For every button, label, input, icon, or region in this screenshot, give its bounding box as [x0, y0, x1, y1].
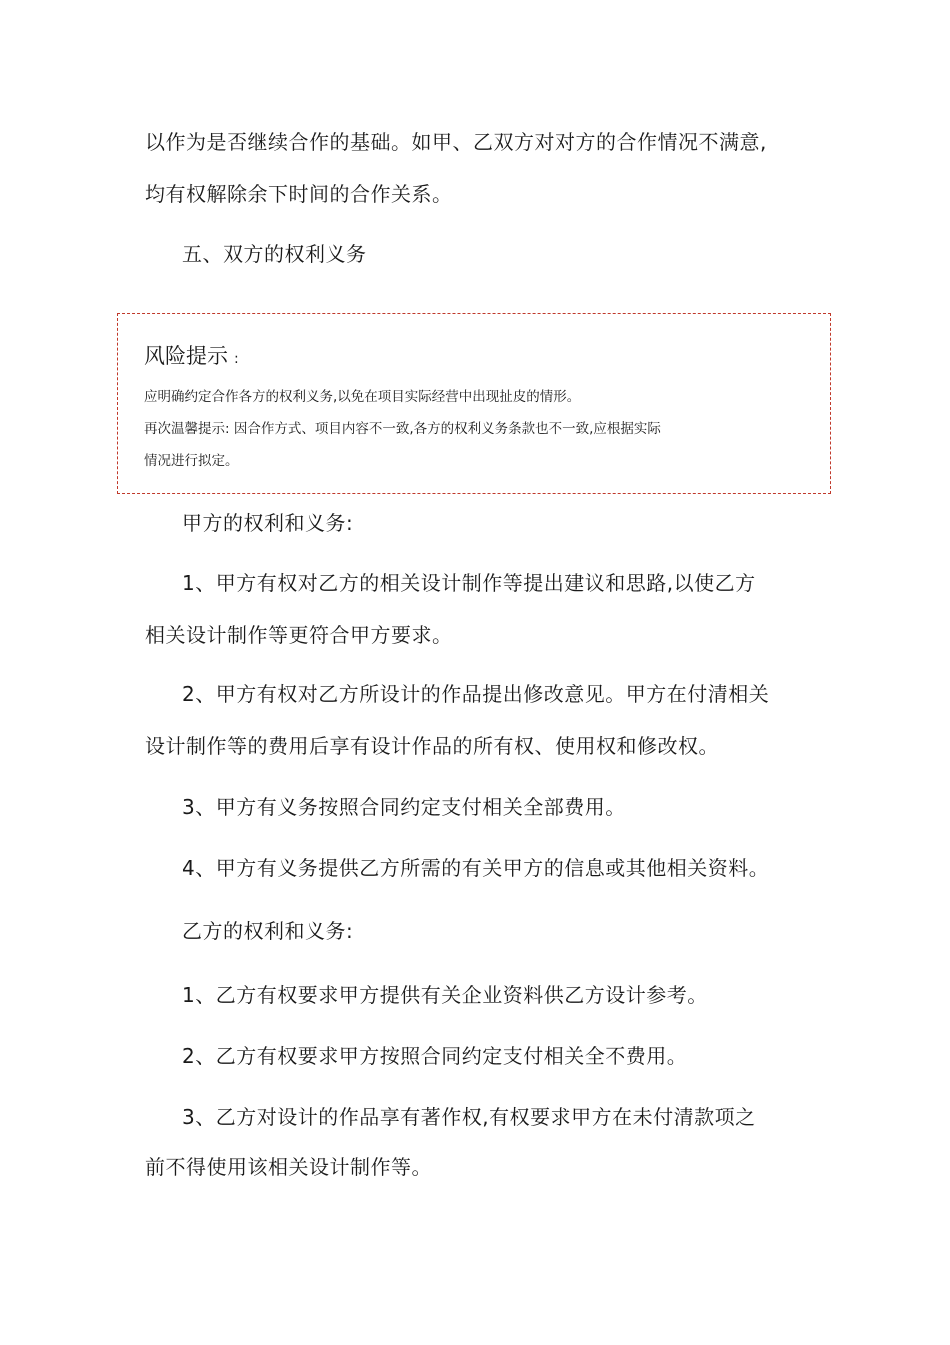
- risk-notice-title-text: 风险提示: [144, 344, 228, 368]
- party-a-item-3: 3、甲方有义务按照合同约定支付相关全部费用。: [182, 795, 626, 819]
- party-a-heading: 甲方的权利和义务:: [182, 511, 354, 535]
- party-a-item-2-line-2: 设计制作等的费用后享有设计作品的所有权、使用权和修改权。: [145, 734, 719, 758]
- risk-notice-line: 应明确约定合作各方的权利义务,以免在项目实际经营中出现扯皮的情形。: [144, 389, 581, 405]
- paragraph-continued-line-2: 均有权解除余下时间的合作关系。: [145, 182, 453, 206]
- party-a-item-4: 4、甲方有义务提供乙方所需的有关甲方的信息或其他相关资料。: [182, 856, 770, 880]
- risk-notice-line: 再次温馨提示: 因合作方式、项目内容不一致,各方的权利义务条款也不一致,应根据实际: [144, 421, 661, 437]
- party-b-item-3-line-1: 3、乙方对设计的作品享有著作权,有权要求甲方在未付清款项之: [182, 1105, 756, 1129]
- party-b-heading: 乙方的权利和义务:: [182, 919, 354, 943]
- section-heading: 五、双方的权利义务: [182, 242, 367, 266]
- party-a-item-2-line-1: 2、甲方有权对乙方所设计的作品提出修改意见。甲方在付清相关: [182, 682, 770, 706]
- party-a-item-1-line-1: 1、甲方有权对乙方的相关设计制作等提出建议和思路,以使乙方: [182, 571, 756, 595]
- risk-notice-box: [117, 313, 831, 494]
- party-b-item-1: 1、乙方有权要求甲方提供有关企业资料供乙方设计参考。: [182, 983, 708, 1007]
- risk-notice-title-colon: :: [234, 351, 239, 367]
- paragraph-continued-line-1: 以作为是否继续合作的基础。如甲、乙双方对对方的合作情况不满意,: [145, 130, 767, 154]
- risk-notice-title: [144, 342, 239, 373]
- party-b-item-2: 2、乙方有权要求甲方按照合同约定支付相关全不费用。: [182, 1044, 688, 1068]
- party-a-item-1-line-2: 相关设计制作等更符合甲方要求。: [145, 623, 453, 647]
- risk-notice-line: 情况进行拟定。: [144, 453, 239, 469]
- party-b-item-3-line-2: 前不得使用该相关设计制作等。: [145, 1155, 432, 1179]
